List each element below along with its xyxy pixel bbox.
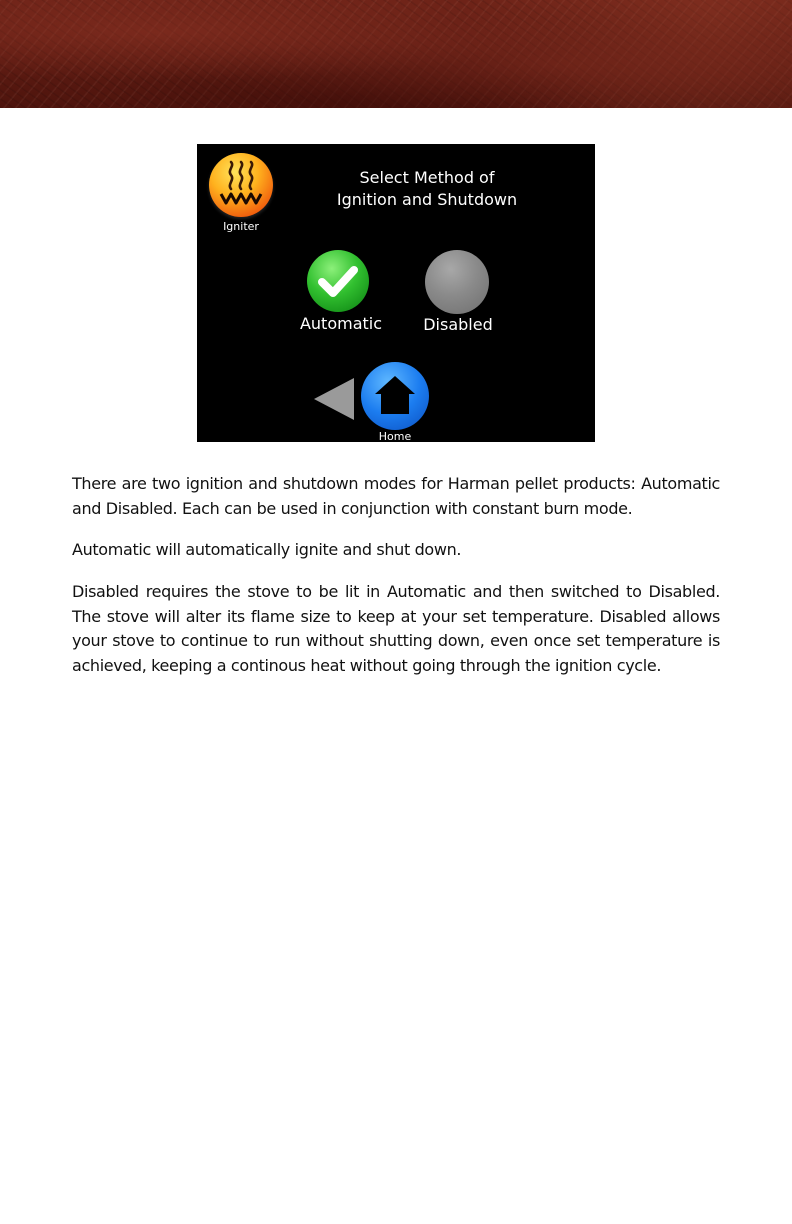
checkmark-icon <box>307 250 369 312</box>
back-arrow-icon[interactable] <box>314 376 356 422</box>
screen-title-line2: Ignition and Shutdown <box>336 190 518 209</box>
automatic-option-label: Automatic <box>299 314 383 333</box>
body-paragraph-disabled: Disabled requires the stove to be lit in Automatic and then switched to Disabled. The stove will alter its flame size to keep at your set temperature. Disabled allows your stove to continue to run without shutting down, even once set temperature is achieved, keeping a continous heat without going through the ignition cycle. <box>72 582 720 675</box>
home-icon <box>361 362 429 430</box>
heat-coil-icon <box>209 153 273 217</box>
body-paragraph-modes: There are two ignition and shutdown modes for Harman pellet products: Automatic and Disabled. Each can be used in conjunction with constant burn mode. <box>72 474 720 518</box>
igniter-button[interactable] <box>209 153 273 217</box>
igniter-label: Igniter <box>223 220 259 233</box>
body-paragraph-automatic: Automatic will automatically ignite and shut down. <box>72 540 462 559</box>
touchscreen-panel <box>197 144 595 442</box>
screen-title-line1: Select Method of <box>359 168 495 187</box>
home-button[interactable] <box>361 362 429 430</box>
leather-header-banner <box>0 0 792 108</box>
automatic-option-button[interactable] <box>307 250 369 312</box>
disabled-option-label: Disabled <box>423 315 493 334</box>
home-label: Home <box>378 430 412 442</box>
disabled-option-button[interactable] <box>425 250 489 314</box>
